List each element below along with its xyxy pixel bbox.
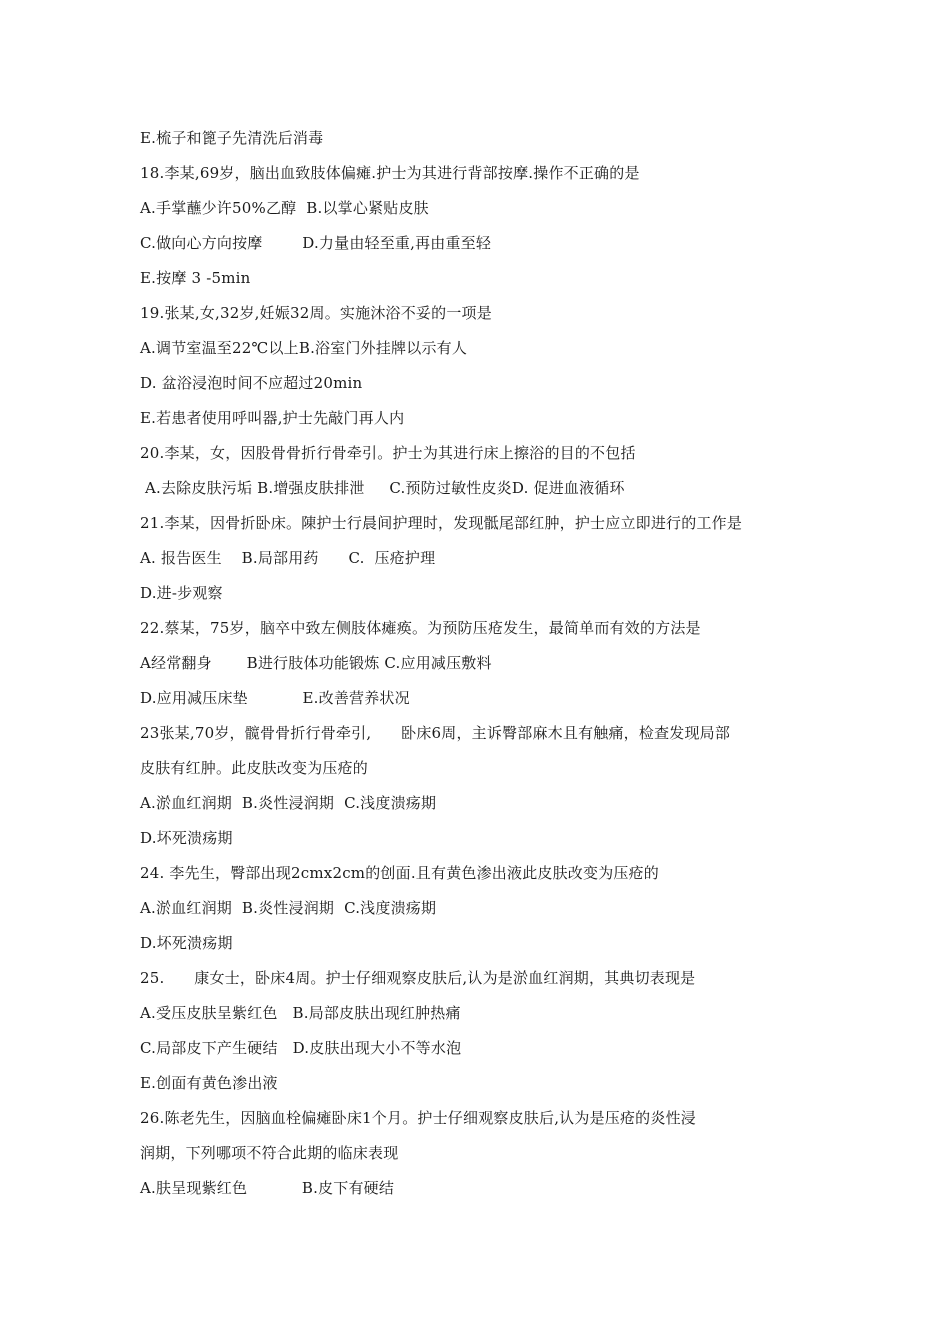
question-24: 24. 李先生，臀部出现2cmx2cm的创面.且有黄色渗出液此皮肤改变为压疮的 <box>140 864 659 882</box>
question-19-option-e: E.若患者使用呼叫器,护士先敲门再人内 <box>140 409 405 427</box>
question-22-options-abc: A经常翻身 B进行肢体功能锻炼 C.应用减压敷料 <box>140 654 492 672</box>
question-25-options-ab: A.受压皮肤呈紫红色 B.局部皮肤出现红肿热痛 <box>140 1004 461 1022</box>
question-21-option-d: D.进-步观察 <box>140 584 223 602</box>
question-22-options-de: D.应用减压床垫 E.改善营养状况 <box>140 689 410 707</box>
question-19: 19.张某,女,32岁,妊娠32周。实施沐浴不妥的一项是 <box>140 304 492 322</box>
question-21: 21.李某，因骨折卧床。陳护士行晨间护理时，发现骶尾部红肿，护士应立即进行的工作是 <box>140 514 743 532</box>
question-25-option-e: E.创面有黄色渗出液 <box>140 1074 278 1092</box>
question-23-options-abc: A.淤血红润期 B.炎性浸润期 C.浅度溃疡期 <box>140 794 437 812</box>
question-19-options-ab: A.调节室温至22℃以上B.浴室门外挂牌以示有人 <box>140 339 468 357</box>
question-23: 23张某,70岁，髋骨骨折行骨牵引, 卧床6周，主诉臀部麻木且有触痛，检查发现局部 <box>140 724 731 742</box>
question-18-option-e: E.按摩 3 -5min <box>140 269 251 287</box>
question-26-options-ab: A.肤呈现紫红色 B.皮下有硬结 <box>140 1179 395 1197</box>
question-18-options-ab: A.手掌蘸少许50%乙醇 B.以掌心紧贴皮肤 <box>140 199 429 217</box>
question-25-options-cd: C.局部皮下产生硬结 D.皮肤出现大小不等水泡 <box>140 1039 462 1057</box>
question-24-options-abc: A.淤血红润期 B.炎性浸润期 C.浅度溃疡期 <box>140 899 437 917</box>
question-23-continued: 皮肤有红肿。此皮肤改变为压疮的 <box>140 759 369 777</box>
text-line: E.梳子和篦子先清洗后消毒 <box>140 129 324 147</box>
question-20-options: A.去除皮肤污垢 B.增强皮肤排泄 C.预防过敏性皮炎D. 促进血液循环 <box>140 479 625 497</box>
question-26-continued: 润期，下列哪项不符合此期的临床表现 <box>140 1144 399 1162</box>
question-18: 18.李某,69岁，脑出血致肢体偏瘫.护士为其进行背部按摩.操作不正确的是 <box>140 164 640 182</box>
question-19-option-d: D. 盆浴浸泡时间不应超过20min <box>140 374 363 392</box>
question-25: 25. 康女士，卧床4周。护士仔细观察皮肤后,认为是淤血红润期，其典切表现是 <box>140 969 696 987</box>
question-24-option-d: D.坏死溃疡期 <box>140 934 233 952</box>
question-20: 20.李某，女，因股骨骨折行骨牵引。护士为其进行床上擦浴的目的不包括 <box>140 444 636 462</box>
question-22: 22.蔡某，75岁，脑卒中致左侧肢体瘫痪。为预防压疮发生，最简单而有效的方法是 <box>140 619 701 637</box>
question-21-options-abc: A. 报告医生 B.局部用药 C. 压疮护理 <box>140 549 436 567</box>
question-26: 26.陈老先生，因脑血栓偏瘫卧床1个月。护士仔细观察皮肤后,认为是压疮的炎性浸 <box>140 1109 696 1127</box>
question-18-options-cd: C.做向心方向按摩 D.力量由轻至重,再由重至轻 <box>140 234 492 252</box>
question-23-option-d: D.坏死溃疡期 <box>140 829 233 847</box>
